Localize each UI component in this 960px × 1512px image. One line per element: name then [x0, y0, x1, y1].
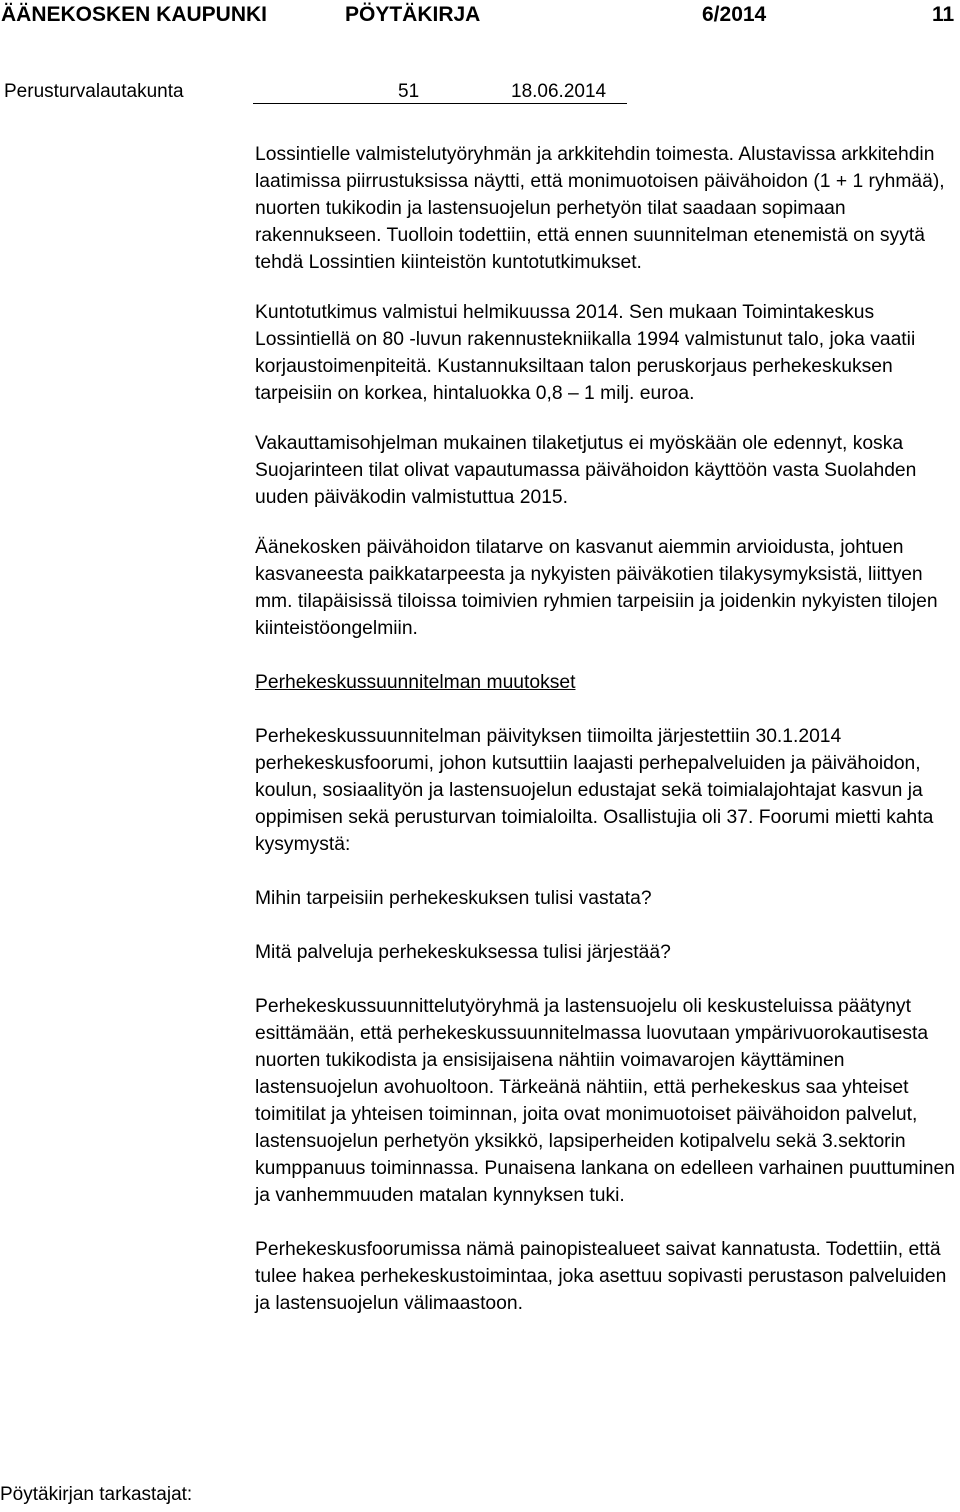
- question: Mihin tarpeisiin perhekeskuksen tulisi vastata?: [255, 888, 652, 909]
- doc-type: PÖYTÄKIRJA: [345, 3, 481, 26]
- paragraph: Vakauttamisohjelman mukainen tilaketjutus ei myöskään ole edennyt, koska Suojarinteen tilat olivat vapautumassa päivähoidon käyttöön vasta Suolahden uuden päiväkodin valmistuttua 2015.: [255, 433, 917, 508]
- section-number: 51: [398, 81, 420, 102]
- reviewers-label: Pöytäkirjan tarkastajat:: [0, 1484, 193, 1505]
- section-heading: Perhekeskussuunnitelman muutokset: [255, 672, 576, 693]
- issue-number: 6/2014: [702, 3, 767, 26]
- document-header: [0, 3, 960, 29]
- paragraph: Perhekeskussuunnittelutyöryhmä ja lastensuojelu oli keskusteluissa päätynyt esittämään, että perhekeskussuunnitelmassa luovutaan ympärivuorokautisesta nuorten tukikodista ja ensisijaisena nähtiin voimavarojen käyttäminen lastensuojelun avohuoltoon. Tärkeänä nähtiin, että perhekeskus saa yhteiset toimitilat ja yhteisen toiminnan, joita ovat monimuotoiset päivähoidon palvelut, lastensuojelun perhetyön yksikkö, lapsiperheiden kotipalvelu sekä 3.sektorin kumppanuus toiminnassa. Punaisena lankana on edelleen varhainen puuttuminen ja vanhemmuuden matalan kynnyksen tuki.: [255, 996, 955, 1206]
- paragraph: Lossintielle valmistelutyöryhmän ja arkkitehdin toimesta. Alustavissa arkkitehdin laatimissa piirrustuksissa näytti, että monimuotoisen päivähoidon (1 + 1 ryhmää), nuorten tukikodin ja lastensuojelun perhetyön tilat saadaan sopimaan rakennukseen. Tuolloin todettiin, että ennen suunnitelman etenemistä on syytä tehdä Lossintien kiinteistön kuntotutkimukset.: [255, 144, 945, 273]
- question: Mitä palveluja perhekeskuksessa tulisi järjestää?: [255, 942, 671, 963]
- paragraph: Perhekeskusfoorumissa nämä painopistealueet saivat kannatusta. Todettiin, että tulee hakea perhekeskustoimintaa, joka asettuu sopivasti perustason palveluiden ja lastensuojelun välimaastoon.: [255, 1239, 947, 1314]
- page-number: 11: [932, 3, 955, 26]
- document-body: [255, 141, 960, 1317]
- paragraph: Kuntotutkimus valmistui helmikuussa 2014. Sen mukaan Toimintakeskus Lossintiellä on 80 -luvun rakennustekniikalla 1994 valmistunut talo, joka vaatii korjaustoimenpiteitä. Kustannuksiltaan talon peruskorjaus perhekeskuksen tarpeisiin on korkea, hintaluokka 0,8 – 1 milj. euroa.: [255, 302, 916, 404]
- org-name: ÄÄNEKOSKEN KAUPUNKI: [1, 3, 268, 26]
- meeting-date: 18.06.2014: [511, 81, 607, 102]
- paragraph: Äänekosken päivähoidon tilatarve on kasvanut aiemmin arvioidusta, johtuen kasvaneesta paikkatarpeesta ja nykyisten päiväkotien tilakysymyksistä, liittyen mm. tilapäisissä tiloissa toimivien ryhmien tarpeisiin ja joidenkin nykyisten tilojen kiinteistöongelmiin.: [255, 537, 938, 639]
- subheader-underline: [253, 103, 627, 104]
- board-name: Perusturvalautakunta: [4, 81, 184, 102]
- paragraph: Perhekeskussuunnitelman päivityksen tiimoilta järjestettiin 30.1.2014 perhekeskusfoorumi, johon kutsuttiin laajasti perhepalveluiden ja päivähoidon, koulun, sosiaalityön ja lastensuojelun edustajat sekä toimialajohtajat kasvun ja oppimisen sekä perusturvan toimialoilta. Osallistujia oli 37. Foorumi mietti kahta kysymystä:: [255, 726, 934, 855]
